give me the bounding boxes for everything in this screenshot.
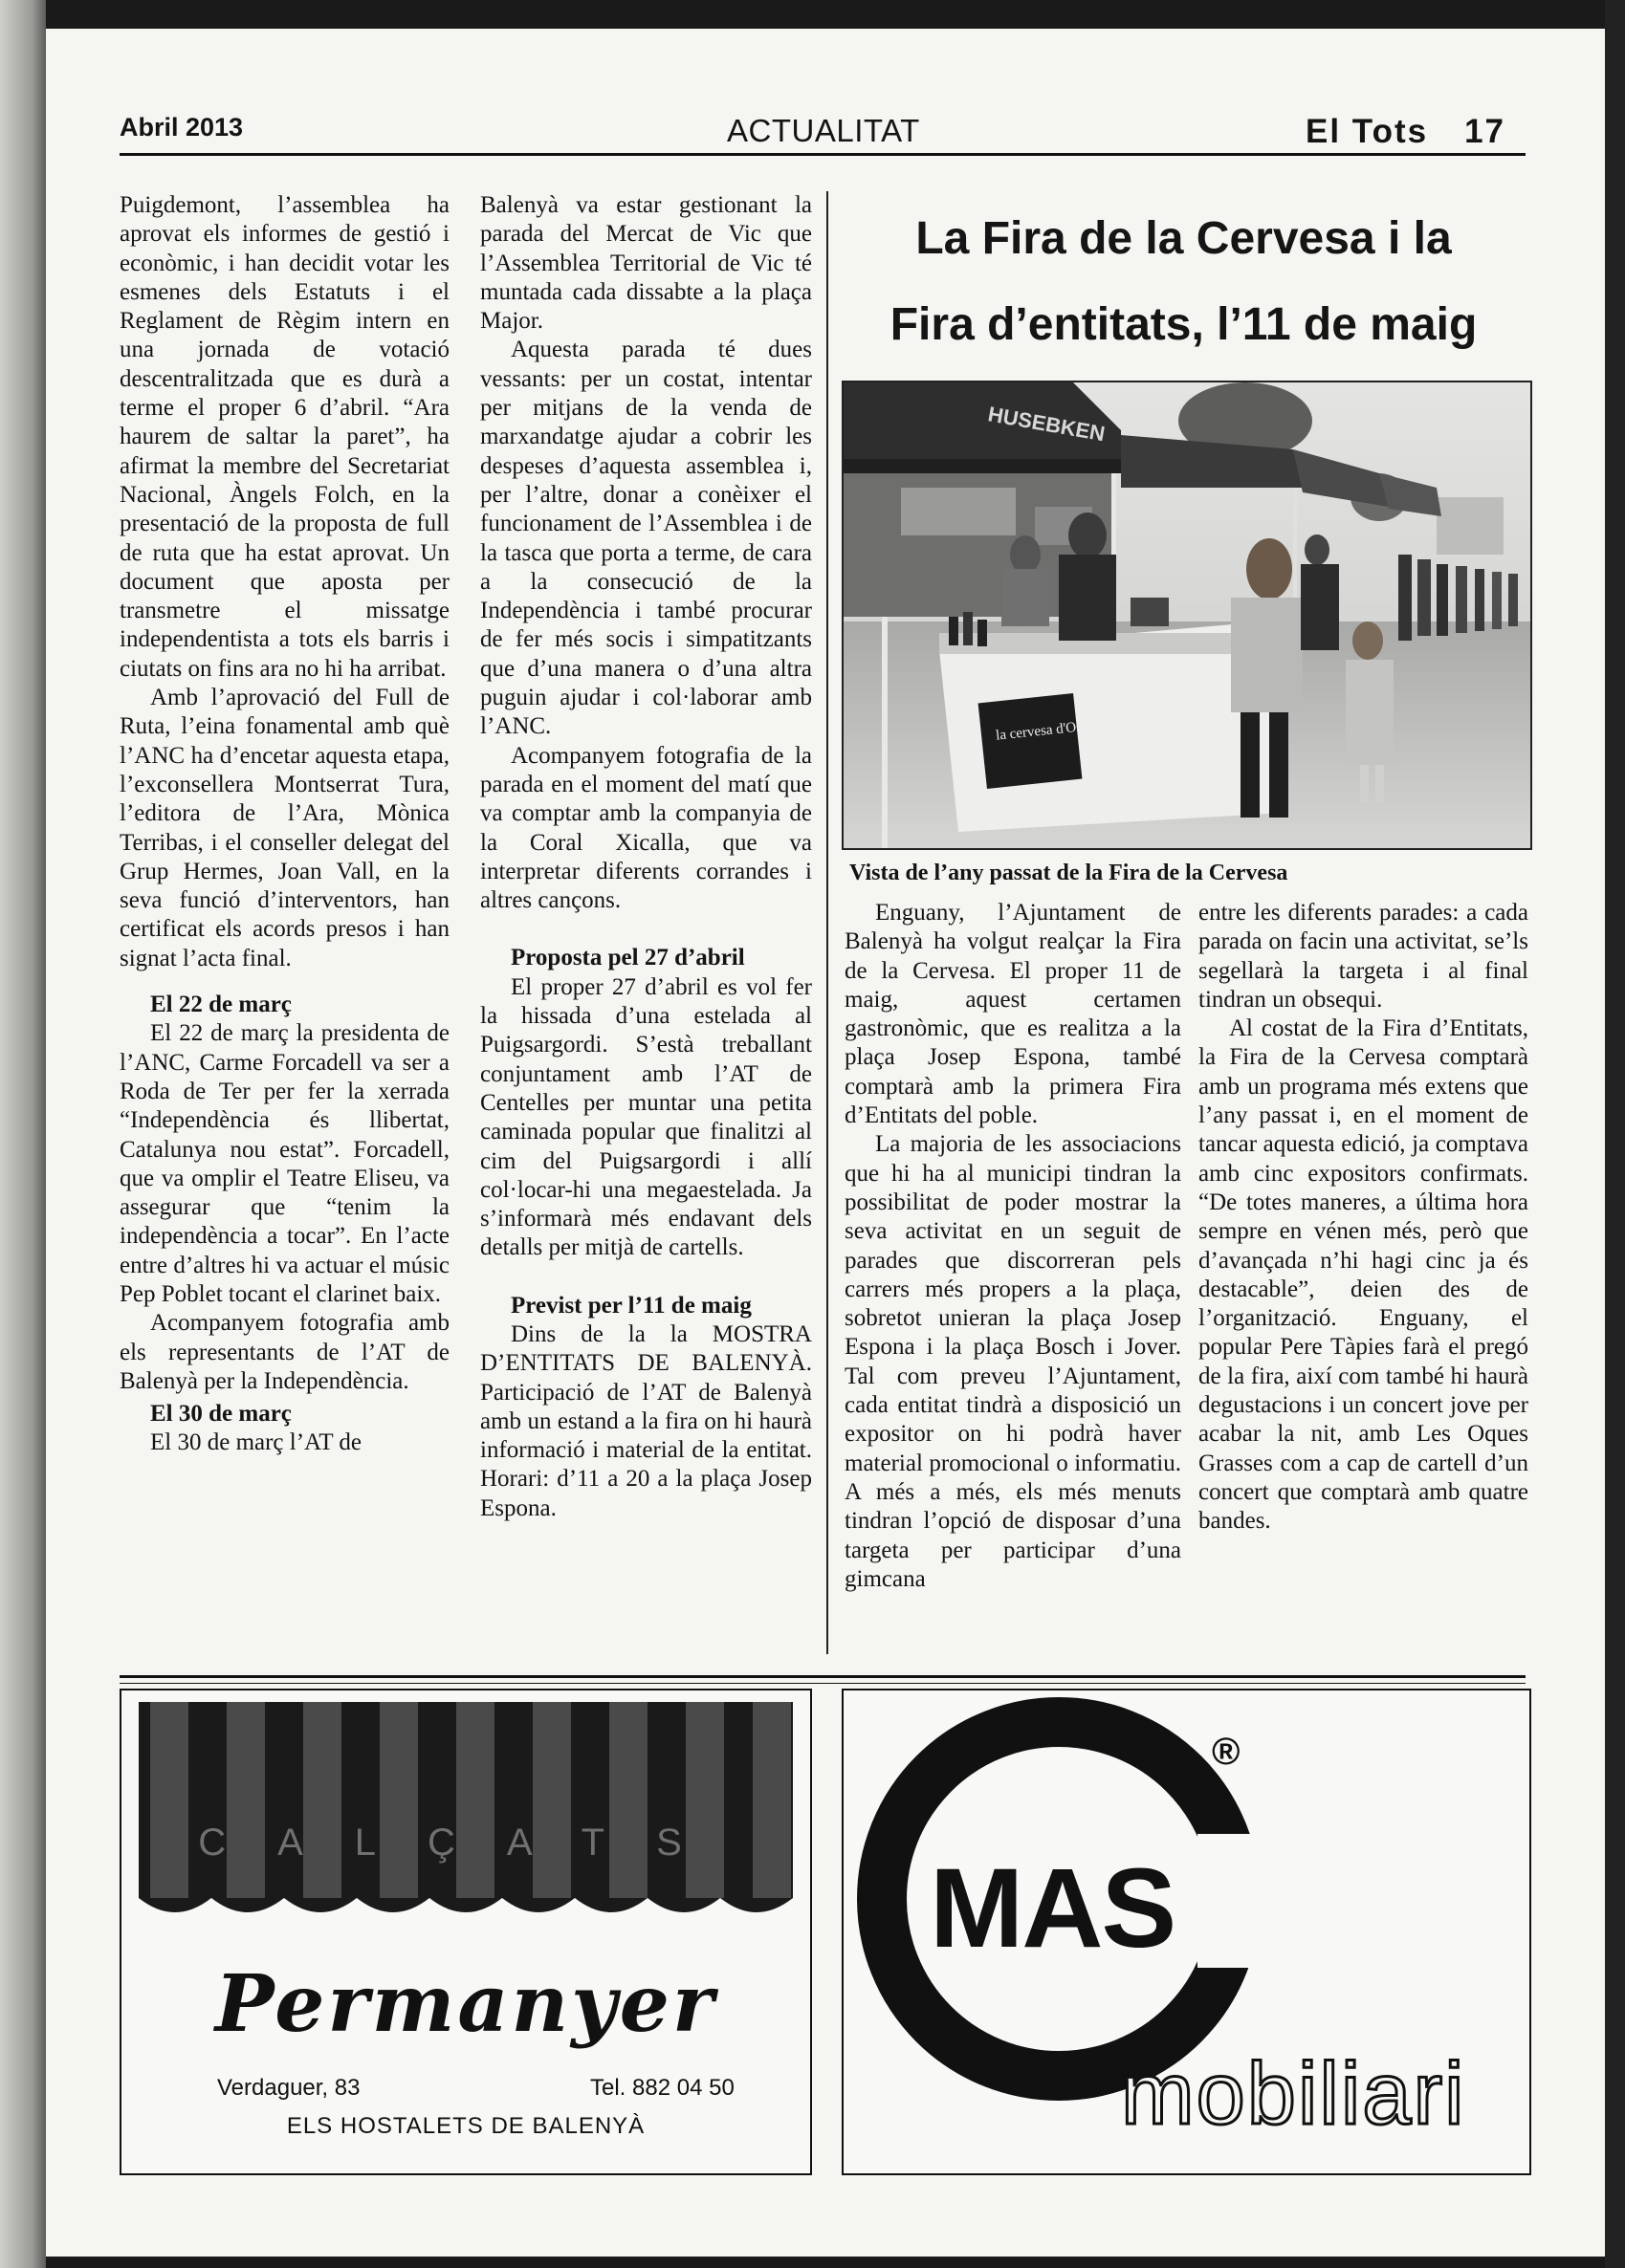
paragraph: Al costat de la Fira d’Entitats, la Fira de la Cervesa comptarà amb un programa més extens que l’any passat i, en el moment de tancar aquesta edició, ja comptava amb cinc expositors confirmats. “De totes maneres, a última hora sempre en vénen més, però que d’avançada n’hi hagi cinc ja és destacable”, deien des de l’organització. Enguany, el popular Pere Tàpies farà el pregó de la fira, així com també hi haurà degustacions i un concert jove per acabar la nit, amb Les Oques Grasses com a cap de cartell d’un concert que comptarà amb quatre bandes.	[1198, 1015, 1528, 1535]
advertisement-mas-mobiliari	[842, 1689, 1531, 2175]
paragraph: El 30 de març l’AT de	[150, 1429, 362, 1456]
registered-mark: ®	[1212, 1731, 1241, 1773]
article-column-4	[1198, 899, 1528, 1537]
advertisement-calcats-permanyer	[120, 1689, 812, 2175]
ad-separator-rule-thin	[120, 1683, 1526, 1684]
paragraph: La majoria de les associacions que hi ha al municipi tindran la possibilitat de poder mostrar la seva activitat en un seguit de parades que discorreran pels carrers més propers a la plaça, sobretot unieran la plaça Josep Espona i la plaça Bosch i Jover. Tal com preveu l’Ajuntament, cada entitat tindrà a disposició un expositor on hi podrà haver material promocional o informatiu. A més a més, els més menuts tindran l’opció de disposar d’una targeta per participar d’una gimcana	[845, 1131, 1181, 1592]
paragraph: El proper 27 d’abril es vol fer la hissada d’una estelada al Puigsargordi. S’està treballant conjuntament amb l’AT de Centelles per muntar una petita caminada popular que finalitzi al cim del Puigsargordi i allí col·locar-hi una megaestelada. Ja s’informarà més endavant dels detalls per mitjà de cartells.	[480, 973, 812, 1261]
awning-text: CALÇATS	[198, 1821, 734, 1864]
paragraph: Dins de la la MOSTRA D’ENTITATS DE BALENYÀ. Participació de l’AT de Balenyà amb un estand a la fira on hi haurà informació i material de la entitat. Horari: d’11 a 20 a la plaça Josep Espona.	[480, 1320, 812, 1521]
brand-mas: MAS	[930, 1845, 1175, 1972]
header-rule	[120, 153, 1526, 156]
article-column-1	[120, 191, 450, 1458]
article-column-3	[845, 899, 1181, 1594]
paragraph: Balenyà va estar gestionant la parada del Mercat de Vic que l’Assemblea Territorial de Vic té muntada cada dissabte a la plaça Major.	[480, 192, 812, 335]
headline-line-2: Fira d’entitats, l’11 de maig	[889, 299, 1478, 350]
column-divider	[826, 191, 828, 1654]
paragraph: Aquesta parada té dues vessants: per un costat, intentar per mitjans de la venda de marxandatge ajudar a cobrir les despeses d’aquesta assemblea i, per l’altre, donar a conèixer el funcionament de l’Assemblea i de la tasca que porta a terme, de cara a la consecució de la Independència i també procurar de fer més socis i simpatitzants que d’una manera o d’una altra puguin ajudar i col·laborar amb l’ANC.	[480, 337, 812, 740]
ad-address: Verdaguer, 83	[217, 2075, 361, 2101]
page-edge	[1605, 0, 1625, 2268]
paragraph: entre les diferents parades: a cada parada on facin una activitat, se’ls segellarà la targeta i al final tindran un obsequi.	[1198, 900, 1528, 1013]
ad-separator-rule	[120, 1675, 1526, 1678]
tagline-mobiliari: mobiliari	[1121, 2045, 1466, 2143]
feature-headline	[842, 196, 1526, 368]
paragraph: Puigdemont, l’assemblea ha aprovat els informes de gestió i econòmic, i han decidit votar les esmenes dels Estatuts i el Reglament de Règim intern en una jornada de votació descentralitzada que es durà a terme el proper 6 d’abril. “Ara haurem de saltar la paret”, ha afirmat la membre del Secretariat Nacional, Àngels Folch, en la presentació de la proposta de full de ruta que ha estat aprovat. Un document que aposta per transmetre el missatge independentista a tots els barris i ciutats on fins ara no hi ha arribat.	[120, 192, 450, 682]
page-spine-shadow	[0, 0, 46, 2268]
subheading: El 30 de març	[150, 1401, 292, 1428]
paragraph: El 22 de març la presidenta de l’ANC, Carme Forcadell va ser a Roda de Ter per fer la xerrada “Independència és llibertat, Catalunya nou estat”. Forcadell, que va omplir el Teatre Eliseu, va assegurar que “tenim la independència a tocar”. En l’acte entre d’altres hi va actuar el músic Pep Poblet tocant el clarinet baix.	[120, 1020, 450, 1307]
header-publication	[1306, 113, 1505, 157]
header-section: ACTUALITAT	[727, 113, 920, 148]
photo-caption: Vista de l’any passat de la Fira de la Cervesa	[849, 861, 1288, 885]
brand-permanyer: Permanyer	[214, 1958, 717, 2050]
headline-line-1: La Fira de la Cervesa i la	[915, 213, 1452, 264]
awning-icon	[121, 1690, 810, 1939]
subheading: El 22 de març	[150, 992, 292, 1018]
tent-banner-text: HUSEBKEN	[986, 402, 1108, 447]
publication-name: El Tots	[1306, 113, 1429, 150]
paragraph: Amb l’aprovació del Full de Ruta, l’eina fonamental amb què l’ANC ha d’encetar aquesta etapa, l’exconsellera Montserrat Tura, l’editora de l’Ara, Mònica Terribas, i el conseller delegat del Grup Hermes, Joan Vall, en la seva funció d’interventors, han certificat els acords presos i han signat l’acta final.	[120, 685, 450, 971]
page-number: 17	[1464, 113, 1506, 150]
paragraph: Enguany, l’Ajuntament de Balenyà ha volgut realçar la Fira de la Cervesa. El proper 11 de maig, aquest certamen gastronòmic, que es realitza a la plaça Josep Espona, també comptarà amb la primera Fira d’Entitats del poble.	[845, 900, 1181, 1129]
stall-sign-text: la cervesa d'Osona	[995, 717, 1104, 744]
fair-photo	[842, 381, 1532, 850]
article-column-2	[480, 191, 812, 1523]
paragraph: Acompanyem fotografia amb els representants de l’AT de Balenyà per la Independència.	[120, 1310, 450, 1394]
ad-phone: Tel. 882 04 50	[590, 2075, 735, 2101]
paragraph: Acompanyem fotografia de la parada en el moment del matí que va comptar amb la companyia de la Coral Xicalla, que va interpretar diferents corrandes i altres cançons.	[480, 742, 812, 914]
ad-town: ELS HOSTALETS DE BALENYÀ	[286, 2113, 646, 2139]
subheading: Proposta pel 27 d’abril	[511, 945, 745, 971]
subheading: Previst per l’11 de maig	[511, 1292, 752, 1319]
header-date: Abril 2013	[120, 113, 244, 142]
